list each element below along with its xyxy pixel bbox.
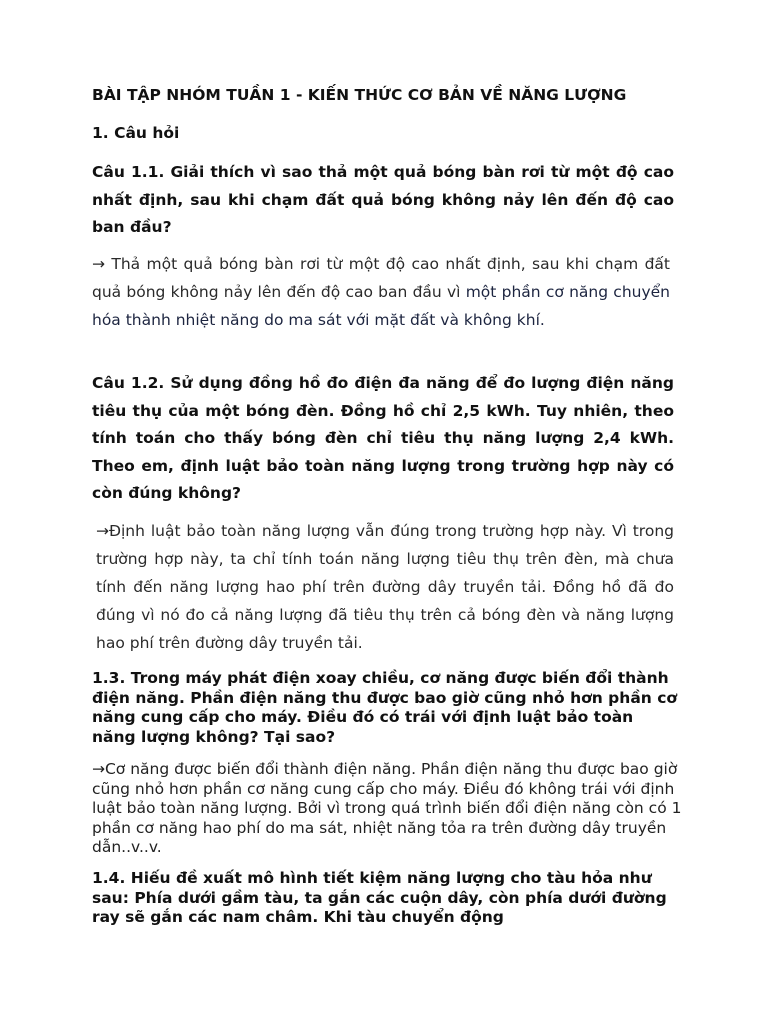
answer-1-1-part1: → Thả một quả bóng bàn rơi từ một độ cao nhất định, sau khi chạm đất quả bóng không nảy lên đến độ cao ban đầu vì	[92, 255, 670, 301]
answer-1-1-part2: một phần cơ năng chuyển hóa thành nhiệt năng do ma sát với mặt đất và không khí.	[92, 283, 670, 329]
document-title: BÀI TẬP NHÓM TUẦN 1 - KIẾN THỨC CƠ BẢN VỀ NĂNG LƯỢNG	[92, 86, 627, 104]
question-1-1: Câu 1.1. Giải thích vì sao thả một quả bóng bàn rơi từ một độ cao nhất định, sau khi chạm đất quả bóng không nảy lên đến độ cao ban đầu?	[92, 163, 674, 236]
answer-1-1	[92, 250, 670, 334]
section-heading: 1. Câu hỏi	[92, 124, 180, 142]
question-1-3: 1.3. Trong máy phát điện xoay chiều, cơ năng được biến đổi thành điện năng. Phần điện năng thu được bao giờ cũng nhỏ hơn phần cơ năng cung cấp cho máy. Điều đó có trái với định luật bảo toàn năng lượng không? Tại sao?	[92, 669, 678, 746]
answer-1-3: →Cơ năng được biến đổi thành điện năng. Phần điện năng thu được bao giờ cũng nhỏ hơn phần cơ năng cung cấp cho máy. Điều đó không trái với định luật bảo toàn năng lượng. Bởi vì trong quá trình biến đổi điện năng còn có 1 phần cơ năng hao phí do ma sát, nhiệt năng tỏa ra trên đường dây truyền dẫn..v..v.	[92, 760, 682, 856]
question-1-2: Câu 1.2. Sử dụng đồng hồ đo điện đa năng để đo lượng điện năng tiêu thụ của một bóng đèn. Đồng hồ chỉ 2,5 kWh. Tuy nhiên, theo tính toán cho thấy bóng đèn chỉ tiêu thụ năng lượng 2,4 kWh. Theo em, định luật bảo toàn năng lượng trong trường hợp này có còn đúng không?	[92, 374, 674, 502]
answer-1-2: →Định luật bảo toàn năng lượng vẫn đúng trong trường hợp này. Vì trong trường hợp này, ta chỉ tính toán năng lượng tiêu thụ trên đèn, mà chưa tính đến năng lượng hao phí trên đường dây truyền tải. Đồng hồ đã đo đúng vì nó đo cả năng lượng đã tiêu thụ trên cả bóng đèn và năng lượng hao phí trên đường dây truyền tải.	[96, 522, 674, 652]
question-1-4: 1.4. Hiếu đề xuất mô hình tiết kiệm năng lượng cho tàu hỏa như sau: Phía dưới gầm tàu, ta gắn các cuộn dây, còn phía dưới đường ray sẽ gắn các nam châm. Khi tàu chuyển động	[92, 869, 667, 926]
